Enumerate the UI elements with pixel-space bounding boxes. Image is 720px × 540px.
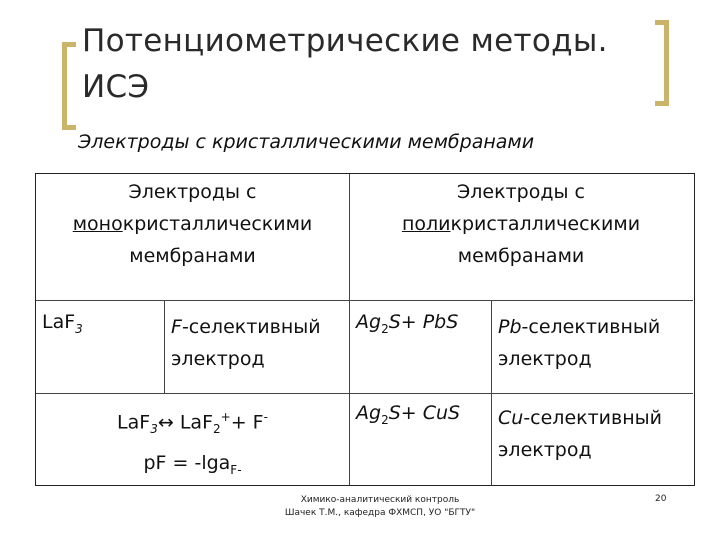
ag2s-pbs-s: S (446, 311, 459, 333)
pb-electrode-rest: -селективный (521, 316, 661, 338)
header-left-rest: кристаллическими (122, 213, 313, 235)
eq-la2: La (179, 411, 203, 434)
left-bracket-bottom (62, 125, 76, 130)
f-electrode-ion: F (171, 316, 182, 338)
left-bracket-top (62, 42, 76, 47)
cu-electrode-line2: электрод (498, 439, 592, 461)
f-electrode-line1 (171, 311, 321, 343)
equilibrium-equation (36, 400, 349, 446)
ag2s-cus-s: S (448, 402, 461, 424)
eq-plus-f: + F (230, 411, 264, 434)
header-monocrystalline (36, 176, 349, 272)
cell-ag2s-pbs (356, 311, 458, 336)
footer-line2: Шачек Т.М., кафедра ФХМСП, УО "БГТУ" (284, 508, 476, 518)
table-row-line (36, 393, 693, 394)
eq-sub1: 3 (150, 422, 158, 437)
cell-laf3 (42, 311, 83, 336)
eq-la1: La (117, 411, 140, 434)
eq-sub2: 2 (213, 422, 221, 437)
slide-footer (270, 494, 490, 520)
eq-f1: F (139, 411, 151, 434)
ag2s-pbs-ag: Ag (356, 311, 382, 333)
ag2s-cus-ag: Ag (356, 402, 382, 424)
f-electrode-line2: электрод (171, 348, 265, 370)
cell-f-electrode (171, 311, 321, 375)
pb-electrode-line2: электрод (498, 348, 592, 370)
cell-cu-electrode (498, 402, 662, 466)
ag2s-cus-mid: S+ Cu (388, 402, 449, 424)
laf3-sub: 3 (75, 321, 83, 336)
slide-subtitle: Электроды с кристаллическими мембранами (78, 131, 535, 153)
header-left-line1: Электроды с (128, 181, 257, 203)
pb-electrode-line1 (498, 311, 660, 343)
laf3-la: La (42, 311, 65, 333)
header-right-underlined: поли (401, 213, 451, 235)
pf-sub: F- (230, 462, 242, 477)
ag2s-cus-sub: 2 (381, 412, 389, 427)
header-right-rest: кристаллическими (450, 213, 641, 235)
title-line-1: Потенциометрические методы. (82, 23, 608, 59)
pf-text: pF = -lga (143, 452, 231, 475)
page-number: 20 (655, 494, 667, 504)
cell-equilibrium (36, 400, 349, 487)
ag2s-pbs-mid: S+ Pb (388, 311, 447, 333)
cu-electrode-line1 (498, 402, 662, 434)
header-right-line1: Электроды с (457, 181, 585, 203)
pf-equation (36, 446, 349, 487)
cu-electrode-rest: -селективный (523, 407, 662, 429)
f-electrode-rest: -селективный (181, 316, 321, 338)
title-line-2: ИСЭ (82, 69, 150, 105)
cu-electrode-ion: Cu (498, 407, 524, 429)
slide-title (82, 18, 662, 110)
eq-f2: F (202, 411, 213, 434)
cell-ag2s-cus (356, 402, 460, 427)
header-right-line3: мембранами (457, 245, 585, 267)
table-header-line (36, 300, 693, 301)
header-left-underlined: моно (72, 213, 123, 235)
header-polycrystalline (349, 176, 693, 272)
pb-electrode-ion: Pb (498, 316, 522, 338)
footer-line1: Химико-аналитический контроль (300, 495, 460, 505)
ag2s-pbs-sub: 2 (381, 321, 389, 336)
header-right-line2 (349, 208, 693, 240)
cell-pb-electrode (498, 311, 660, 375)
eq-sup1: + (220, 410, 231, 424)
header-left-line2 (36, 208, 349, 240)
header-left-line3: мембранами (129, 245, 256, 267)
eq-arrow: ↔ (157, 411, 174, 434)
eq-sup2: - (263, 410, 268, 424)
right-bracket-vertical (664, 20, 669, 106)
left-bracket-vertical (62, 42, 67, 130)
electrode-table (35, 173, 695, 486)
laf3-f: F (64, 311, 76, 333)
table-divider-row1-left (164, 301, 165, 393)
